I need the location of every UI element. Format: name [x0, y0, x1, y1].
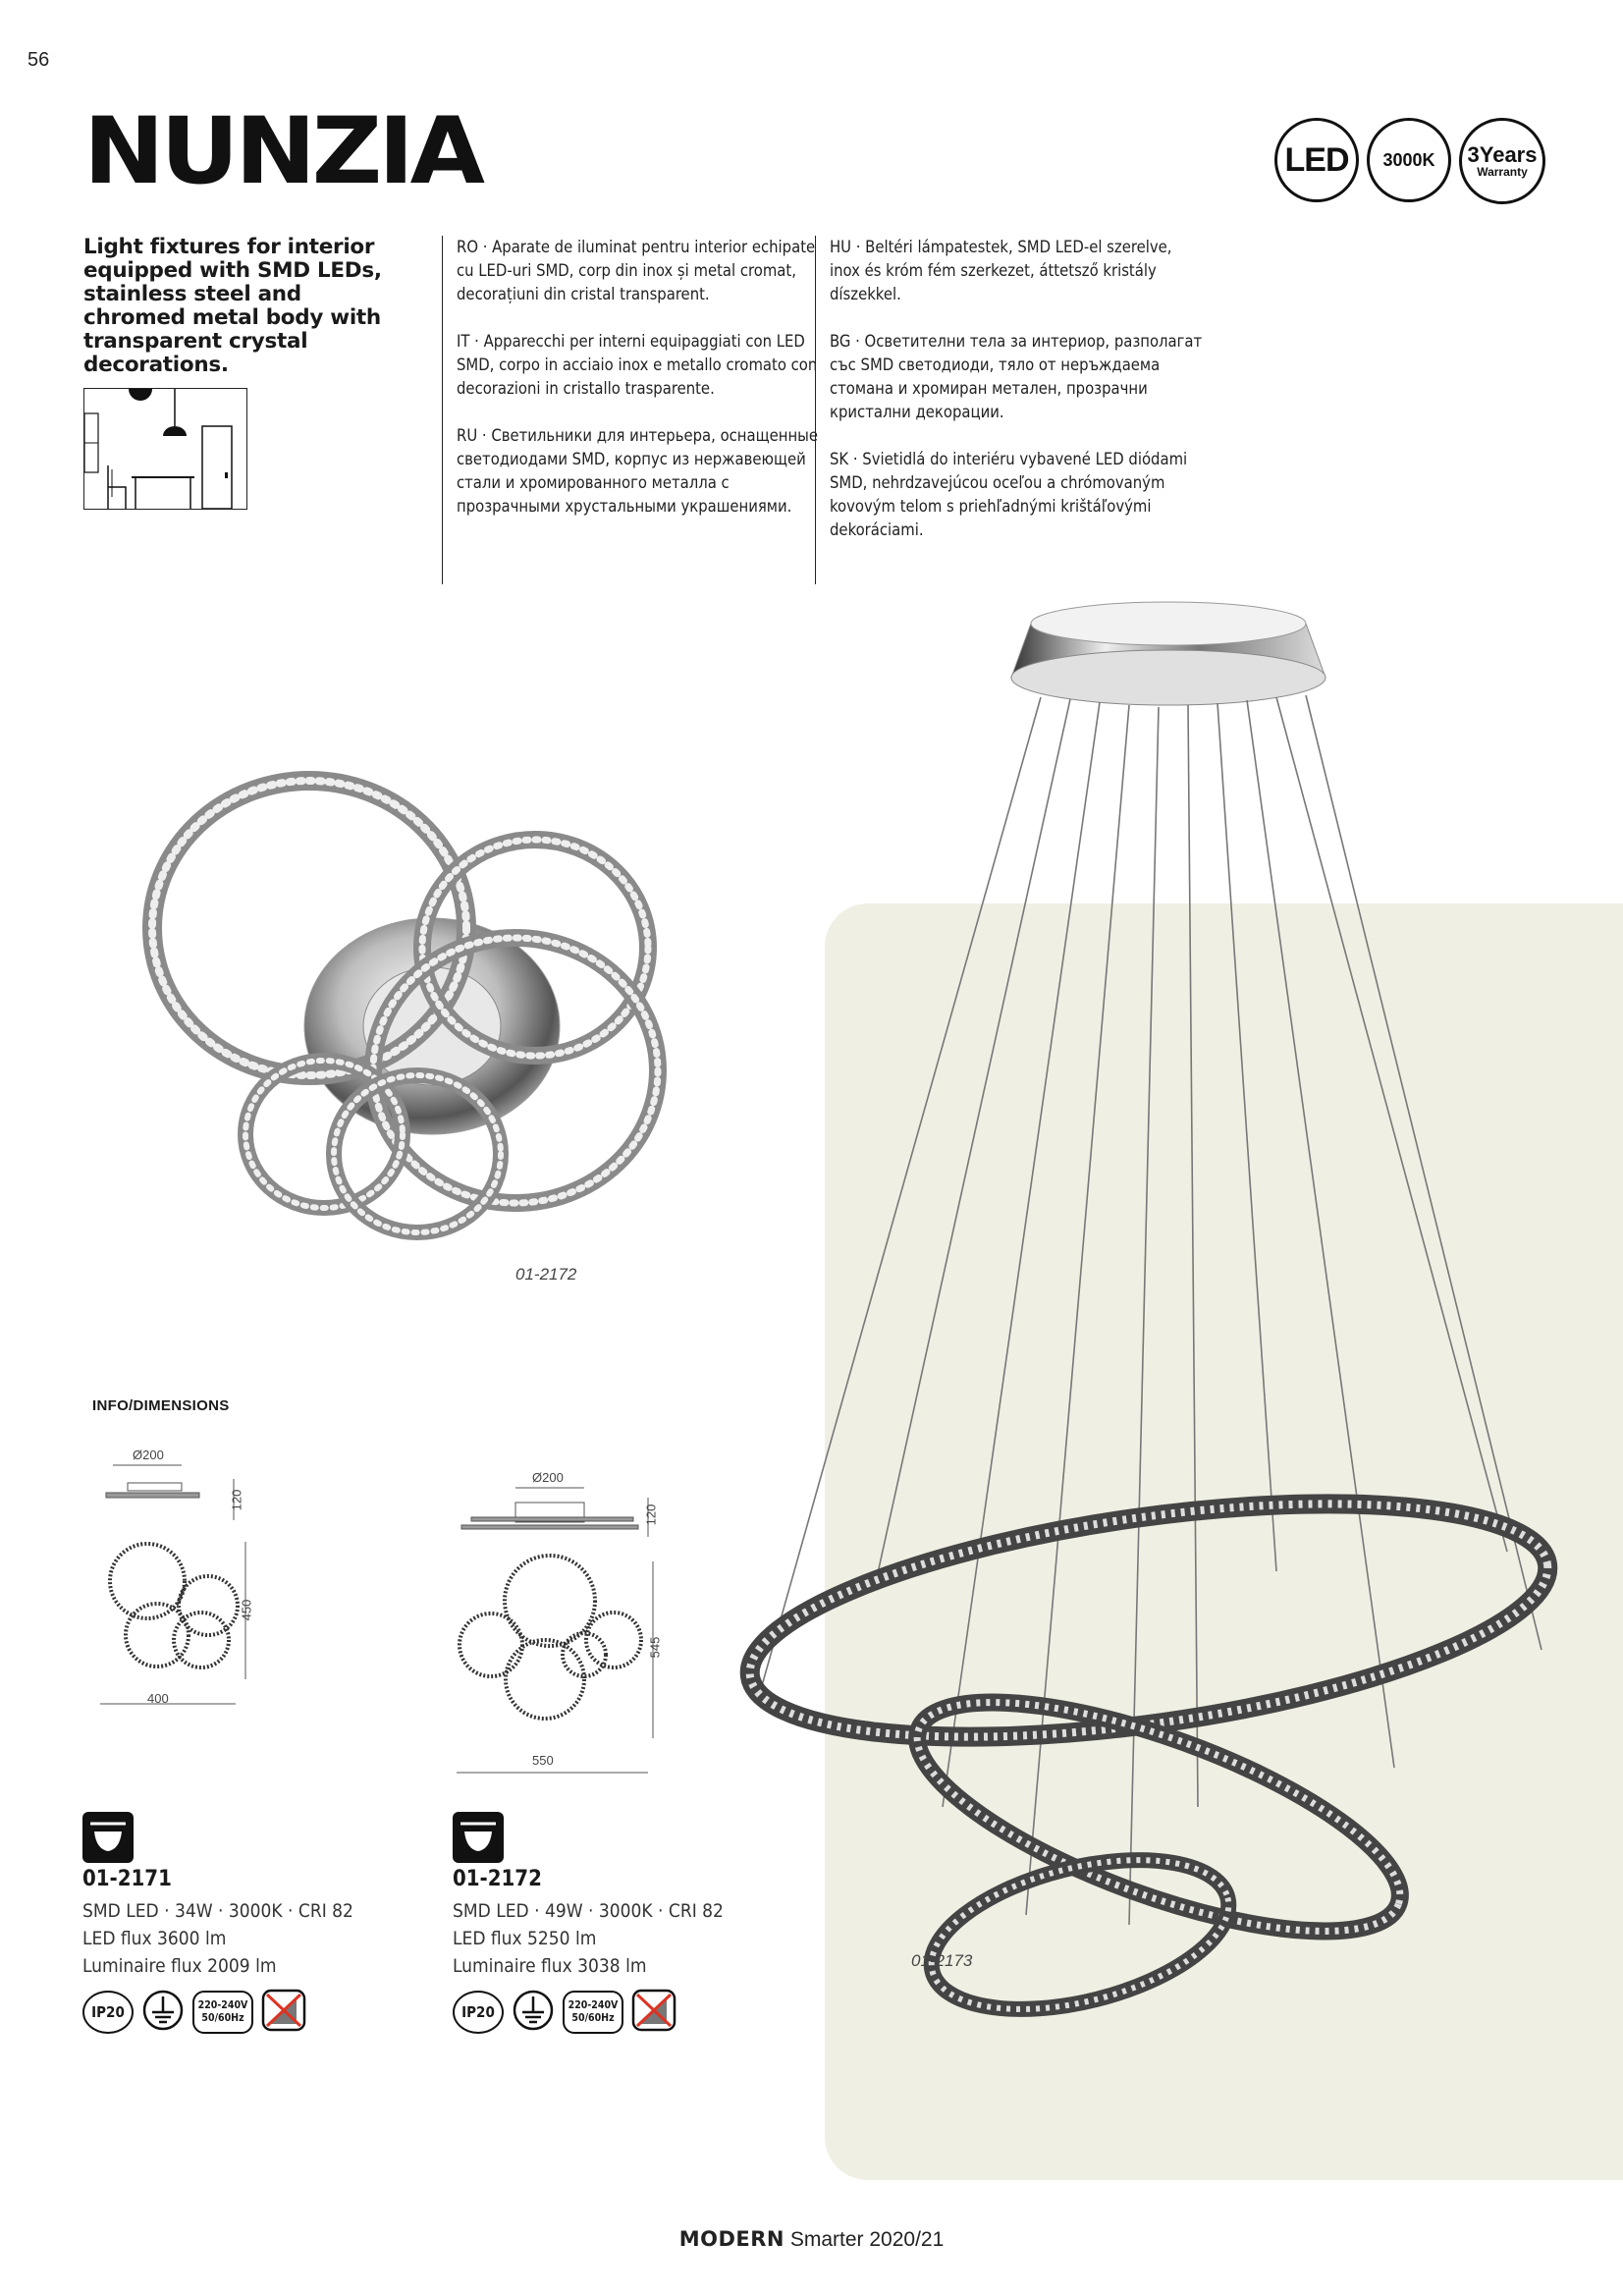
badge-row [1274, 118, 1549, 206]
ceiling-fixture-image [98, 732, 736, 1272]
voltage-badge [192, 1991, 253, 2034]
product-card-01-2172 [453, 1812, 777, 2037]
voltage: 220-240V [568, 1999, 619, 2011]
text-sk: SK · Svietidlá do interiéru vybavené LED diódami SMD, nehrdzavejúcou oceľou a chrómovaným kovovým telom s priehľadnými krištáľovými dekoráciami. [830, 450, 1188, 539]
room-pictogram-icon [83, 388, 247, 510]
dim2-height: 120 [643, 1503, 659, 1526]
page-footer [0, 2227, 1623, 2252]
dimension-drawing-01-2172 [452, 1468, 673, 1777]
voltage-badge [563, 1991, 623, 2034]
dim2-depth: 545 [647, 1636, 663, 1659]
ip-rating: IP20 [453, 1991, 504, 2034]
page-title: NUNZIA [83, 98, 481, 205]
dim1-diameter: Ø200 [133, 1448, 164, 1462]
led-badge: LED [1274, 118, 1359, 202]
color-temperature-badge: 3000K [1367, 118, 1451, 202]
luminaire-flux: Luminaire flux 2009 lm [82, 1955, 277, 1977]
info-dimensions-heading: INFO/DIMENSIONS [92, 1397, 230, 1414]
luminaire-flux: Luminaire flux 3038 lm [453, 1955, 647, 1977]
ceiling-mount-icon [453, 1812, 777, 1867]
ceiling-mount-icon [82, 1812, 406, 1867]
frequency: 50/60Hz [201, 2012, 244, 2024]
product-code: 01-2171 [82, 1867, 172, 1891]
product-code: 01-2172 [453, 1867, 542, 1891]
dim2-width: 550 [532, 1753, 554, 1768]
translations-column-2 [815, 236, 1203, 584]
dim1-width: 400 [147, 1691, 169, 1706]
text-ro: RO · Aparate de iluminat pentru interior echipate cu LED-uri SMD, corp din inox și metal cromat, decorațiuni din cristal transparent. [457, 238, 816, 303]
voltage: 220-240V [197, 1999, 248, 2011]
dimension-drawing-01-2171 [88, 1444, 265, 1709]
translations-column-1 [442, 236, 818, 584]
page-number: 56 [27, 49, 50, 71]
text-hu: HU · Beltéri lámpatestek, SMD LED-el szerelve, inox és króm fém szerkezet, áttetsző kristály díszekkel. [830, 238, 1172, 303]
product-spec: SMD LED · 49W · 3000K · CRI 82 [453, 1900, 724, 1922]
warranty-badge [1459, 118, 1545, 204]
text-it: IT · Apparecchi per interni equipaggiati con LED SMD, corpo in acciaio inox e metallo cromato con decorazioni in cristallo trasparente. [457, 332, 818, 398]
dim1-height: 120 [229, 1489, 244, 1511]
ceiling-image-caption: 01-2172 [515, 1265, 577, 1284]
frequency: 50/60Hz [571, 2012, 615, 2024]
class-one-ground-icon [512, 1989, 555, 2036]
product-spec: SMD LED · 34W · 3000K · CRI 82 [82, 1900, 353, 1922]
no-dimmer-icon [261, 1989, 306, 2036]
text-ru: RU · Светильники для интерьера, оснащенные светодиодами SMD, корпус из нержавеющей стали и хромированного металла с прозрачными хрустальными украшениями. [457, 426, 819, 516]
pendant-fixture-image [727, 589, 1571, 2043]
intro-text: Light fixtures for interior equipped with SMD LEDs, stainless steel and chromed metal body with transparent crystal decorations. [83, 235, 382, 377]
certification-icons [82, 1988, 406, 2037]
no-dimmer-icon [631, 1989, 676, 2036]
certification-icons [453, 1988, 777, 2037]
footer-tagline: Smarter 2020/21 [789, 2228, 945, 2251]
text-bg: BG · Осветителни тела за интериор, разполагат със SMD светодиоди, тяло от неръждаема стомана и хромиран метален, прозрачни кристални декорации. [830, 332, 1203, 421]
led-flux: LED flux 3600 lm [82, 1928, 227, 1949]
ip-rating: IP20 [82, 1991, 134, 2034]
class-one-ground-icon [141, 1989, 185, 2036]
dim2-diameter: Ø200 [532, 1470, 564, 1485]
pendant-image-caption: 01-2173 [911, 1951, 973, 1970]
warranty-label: Warranty [1477, 165, 1528, 179]
product-card-01-2171 [82, 1812, 406, 2037]
dim1-depth: 450 [239, 1599, 254, 1621]
warranty-years: 3Years [1467, 142, 1538, 167]
led-flux: LED flux 5250 lm [453, 1928, 597, 1949]
footer-brand: MODERN [678, 2227, 784, 2251]
